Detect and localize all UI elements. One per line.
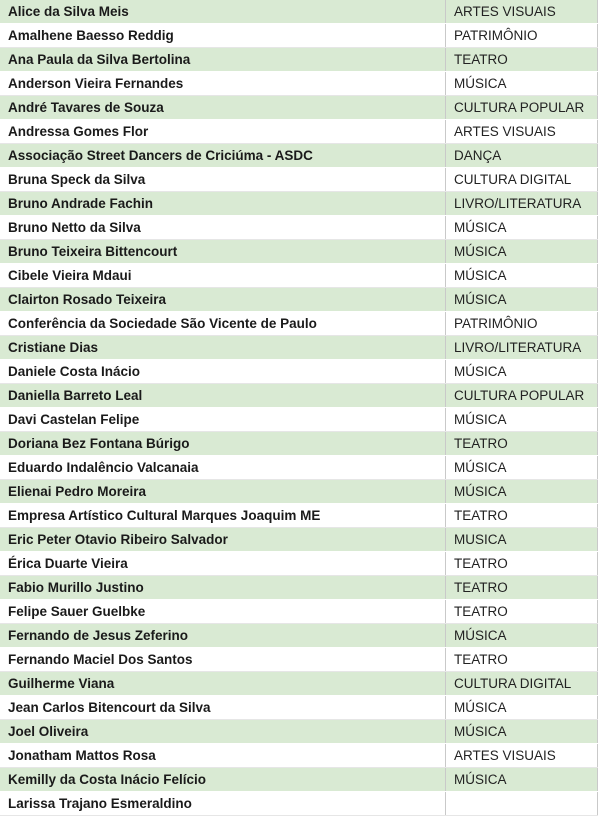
participant-name-cell: Jonatham Mattos Rosa	[0, 744, 446, 768]
table-row	[0, 648, 598, 672]
category-cell: ARTES VISUAIS	[446, 0, 598, 24]
category-cell: CULTURA DIGITAL	[446, 672, 598, 696]
participant-name-cell: Eduardo Indalêncio Valcanaia	[0, 456, 446, 480]
table-row	[0, 144, 598, 168]
table-row	[0, 768, 598, 792]
participant-name-cell: André Tavares de Souza	[0, 96, 446, 120]
participant-name-cell: Alice da Silva Meis	[0, 0, 446, 24]
category-cell: MÚSICA	[446, 360, 598, 384]
category-cell: MÚSICA	[446, 408, 598, 432]
table-row	[0, 528, 598, 552]
category-cell: MÚSICA	[446, 624, 598, 648]
table-row	[0, 192, 598, 216]
table-row	[0, 384, 598, 408]
participant-name-cell: Érica Duarte Vieira	[0, 552, 446, 576]
category-cell: TEATRO	[446, 48, 598, 72]
category-cell: TEATRO	[446, 552, 598, 576]
table-row	[0, 120, 598, 144]
category-cell: LIVRO/LITERATURA	[446, 336, 598, 360]
category-cell: CULTURA DIGITAL	[446, 168, 598, 192]
category-cell: TEATRO	[446, 576, 598, 600]
table-row	[0, 672, 598, 696]
participant-name-cell: Larissa Trajano Esmeraldino	[0, 792, 446, 816]
category-cell: ARTES VISUAIS	[446, 744, 598, 768]
participant-name-cell: Daniella Barreto Leal	[0, 384, 446, 408]
participant-name-cell: Bruno Netto da Silva	[0, 216, 446, 240]
participant-name-cell: Empresa Artístico Cultural Marques Joaquim ME	[0, 504, 446, 528]
category-cell: MÚSICA	[446, 456, 598, 480]
table-row	[0, 336, 598, 360]
category-cell: TEATRO	[446, 432, 598, 456]
table-row	[0, 456, 598, 480]
participant-name-cell: Fabio Murillo Justino	[0, 576, 446, 600]
category-cell: MÚSICA	[446, 480, 598, 504]
category-cell: ARTES VISUAIS	[446, 120, 598, 144]
participant-name-cell: Conferência da Sociedade São Vicente de Paulo	[0, 312, 446, 336]
table-row	[0, 360, 598, 384]
table-row	[0, 264, 598, 288]
table-row	[0, 432, 598, 456]
category-cell: TEATRO	[446, 504, 598, 528]
participant-name-cell: Jean Carlos Bitencourt da Silva	[0, 696, 446, 720]
table-row	[0, 288, 598, 312]
category-cell: MÚSICA	[446, 240, 598, 264]
participant-name-cell: Anderson Vieira Fernandes	[0, 72, 446, 96]
category-cell: CULTURA POPULAR	[446, 96, 598, 120]
participant-name-cell: Felipe Sauer Guelbke	[0, 600, 446, 624]
table-row	[0, 48, 598, 72]
participant-name-cell: Kemilly da Costa Inácio Felício	[0, 768, 446, 792]
table-row	[0, 624, 598, 648]
participant-name-cell: Bruno Teixeira Bittencourt	[0, 240, 446, 264]
participant-name-cell: Doriana Bez Fontana Búrigo	[0, 432, 446, 456]
table-row	[0, 240, 598, 264]
category-cell: PATRIMÔNIO	[446, 312, 598, 336]
category-cell: MÚSICA	[446, 72, 598, 96]
category-cell: MUSICA	[446, 528, 598, 552]
category-cell: MÚSICA	[446, 264, 598, 288]
table-row	[0, 408, 598, 432]
table-row	[0, 216, 598, 240]
participant-name-cell: Cibele Vieira Mdaui	[0, 264, 446, 288]
table-row	[0, 480, 598, 504]
participant-name-cell: Fernando Maciel Dos Santos	[0, 648, 446, 672]
participant-name-cell: Amalhene Baesso Reddig	[0, 24, 446, 48]
table-row	[0, 552, 598, 576]
category-cell: MÚSICA	[446, 288, 598, 312]
participant-name-cell: Clairton Rosado Teixeira	[0, 288, 446, 312]
table-row	[0, 72, 598, 96]
category-cell: CULTURA POPULAR	[446, 384, 598, 408]
table-row	[0, 792, 598, 816]
category-cell: MÚSICA	[446, 696, 598, 720]
table-row	[0, 168, 598, 192]
participant-name-cell: Joel Oliveira	[0, 720, 446, 744]
table-row	[0, 576, 598, 600]
category-cell: MÚSICA	[446, 768, 598, 792]
table-row	[0, 24, 598, 48]
table-row	[0, 744, 598, 768]
category-cell: MÚSICA	[446, 216, 598, 240]
table-row	[0, 96, 598, 120]
participant-name-cell: Bruna Speck da Silva	[0, 168, 446, 192]
category-cell	[446, 792, 598, 816]
participant-name-cell: Bruno Andrade Fachin	[0, 192, 446, 216]
participant-name-cell: Daniele Costa Inácio	[0, 360, 446, 384]
table-row	[0, 696, 598, 720]
participant-name-cell: Ana Paula da Silva Bertolina	[0, 48, 446, 72]
category-cell: MÚSICA	[446, 720, 598, 744]
participant-name-cell: Andressa Gomes Flor	[0, 120, 446, 144]
category-cell: LIVRO/LITERATURA	[446, 192, 598, 216]
participant-name-cell: Elienai Pedro Moreira	[0, 480, 446, 504]
table-row	[0, 600, 598, 624]
table-row	[0, 312, 598, 336]
category-cell: PATRIMÔNIO	[446, 24, 598, 48]
category-cell: TEATRO	[446, 600, 598, 624]
participant-name-cell: Davi Castelan Felipe	[0, 408, 446, 432]
participant-name-cell: Guilherme Viana	[0, 672, 446, 696]
participant-name-cell: Fernando de Jesus Zeferino	[0, 624, 446, 648]
table-row	[0, 720, 598, 744]
category-cell: DANÇA	[446, 144, 598, 168]
participant-name-cell: Associação Street Dancers de Criciúma - ASDC	[0, 144, 446, 168]
participant-name-cell: Cristiane Dias	[0, 336, 446, 360]
category-cell: TEATRO	[446, 648, 598, 672]
table-row	[0, 504, 598, 528]
participant-name-cell: Eric Peter Otavio Ribeiro Salvador	[0, 528, 446, 552]
table-row	[0, 0, 598, 24]
